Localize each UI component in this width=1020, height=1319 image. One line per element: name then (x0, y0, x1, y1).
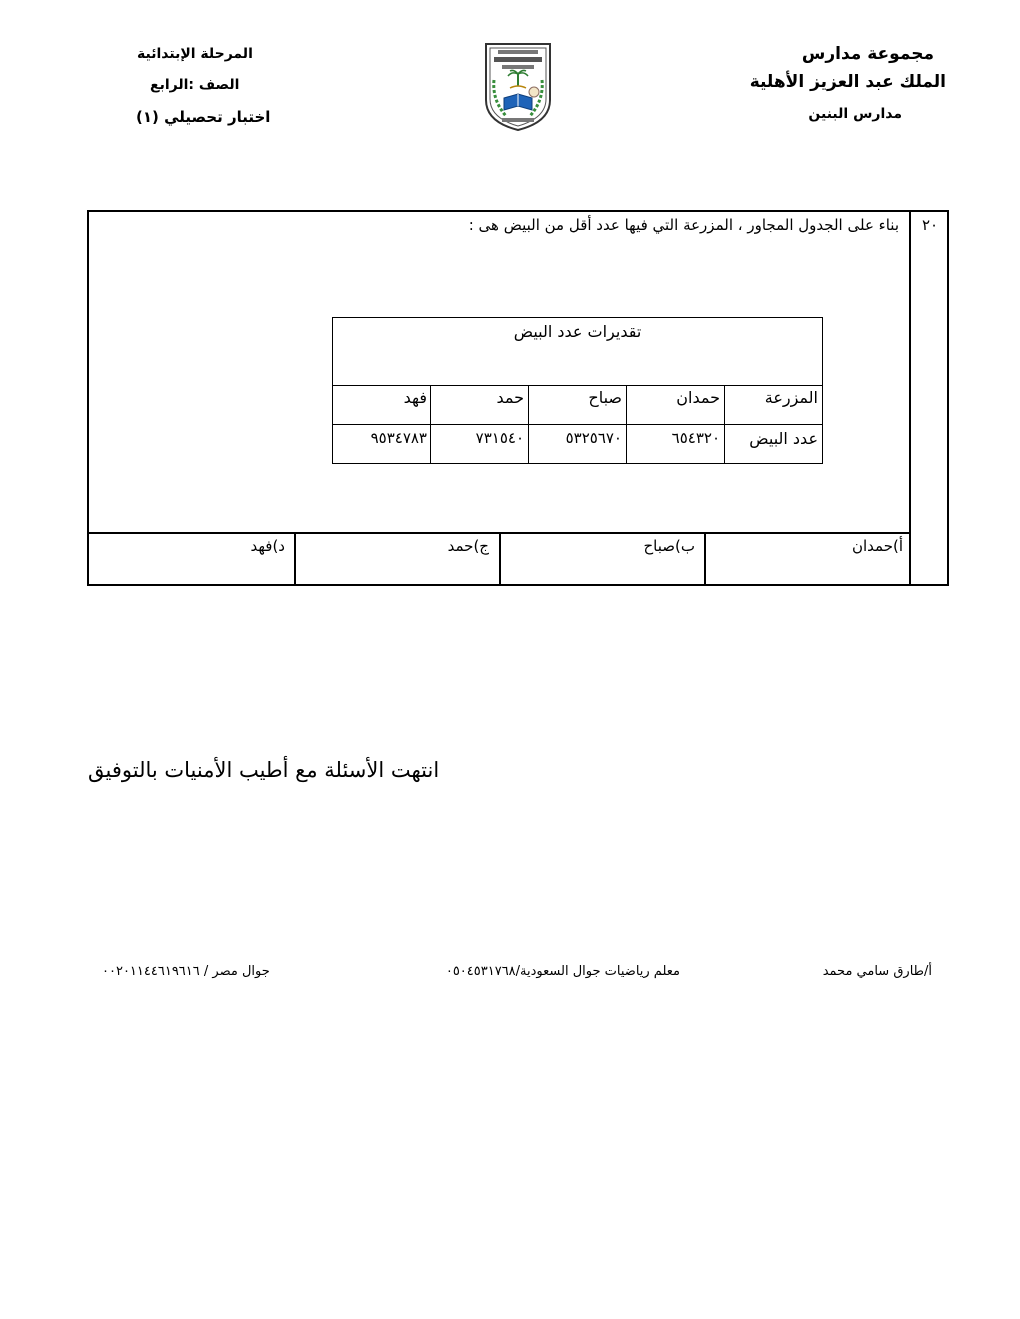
table-row-label: عدد البيض (749, 429, 818, 448)
school-section: مدارس البنين (808, 106, 902, 122)
egg-count: ٧٣١٥٤٠ (475, 429, 524, 447)
teacher-contact-egypt: جوال مصر / ٠٠٢٠١١٤٤٦١٩٦١٦ (102, 964, 270, 979)
option-b[interactable]: ب)صباح (643, 537, 695, 555)
table-rule (333, 385, 822, 386)
table-title: تقديرات عدد البيض (513, 322, 642, 341)
option-a[interactable]: أ)حمدان (851, 537, 903, 555)
farm-name: حمدان (676, 388, 720, 407)
school-stage: المرحلة الإبتدائية (137, 46, 253, 62)
farm-name: فهد (403, 388, 427, 407)
table-header-label: المزرعة (764, 388, 818, 407)
eggs-table (332, 317, 823, 464)
question-number: ٢٠ (921, 216, 939, 234)
school-emblem-icon (480, 40, 556, 132)
option-divider (294, 532, 296, 586)
farm-name: حمد (496, 388, 524, 407)
option-divider (704, 532, 706, 586)
school-group-title: مجموعة مدارس (801, 44, 934, 64)
option-c[interactable]: ج)حمد (447, 537, 489, 555)
egg-count: ٥٣٢٥٦٧٠ (565, 429, 622, 447)
egg-count: ٩٥٣٤٧٨٣ (370, 429, 427, 447)
egg-count: ٦٥٤٣٢٠ (671, 429, 720, 447)
school-name: الملك عبد العزيز الأهلية (749, 72, 946, 92)
exam-title: اختبار تحصيلي (١) (136, 108, 271, 126)
grade-label: الصف :الرابع (150, 77, 240, 93)
number-column-divider (909, 212, 911, 584)
option-divider (499, 532, 501, 586)
option-d[interactable]: د)فهد (250, 537, 285, 555)
teacher-name: أ/طارق سامي محمد (822, 964, 932, 979)
teacher-contact-saudi: معلم رياضيات جوال السعودية/٠٥٠٤٥٣١٧٦٨ (445, 964, 680, 979)
question-text: بناء على الجدول المجاور ، المزرعة التي فيها عدد أقل من البيض هى : (468, 216, 899, 234)
table-rule (333, 424, 822, 425)
closing-message: انتهت الأسئلة مع أطيب الأمنيات بالتوفيق (88, 758, 440, 782)
farm-name: صباح (588, 388, 622, 407)
